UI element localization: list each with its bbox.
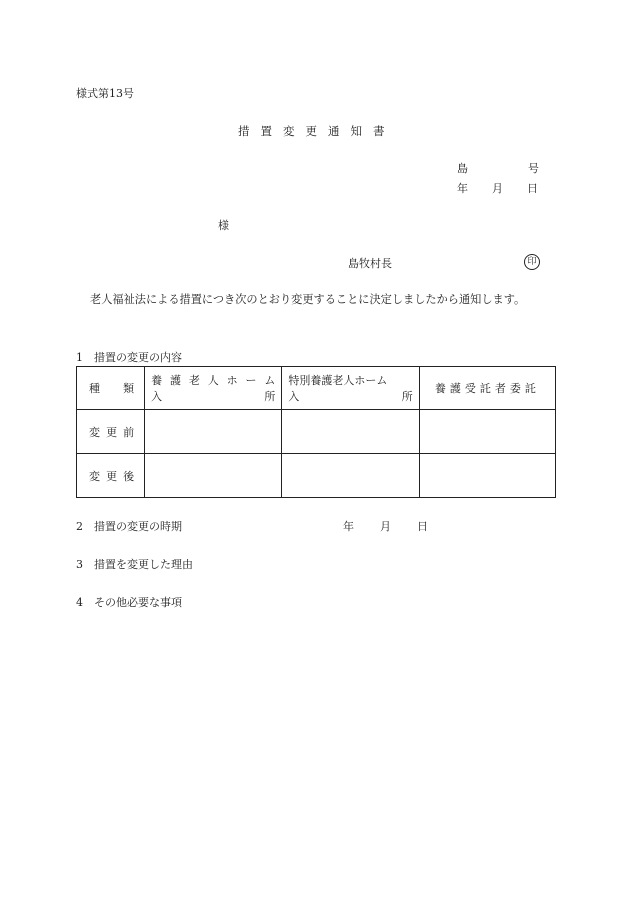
cell-after-special-nursing-home[interactable] [282,454,419,498]
header-special-nursing-home [282,367,419,410]
cell-before-special-nursing-home[interactable] [282,410,419,454]
date-day: 日 [417,520,428,533]
header-type [77,367,145,410]
header-char: ー [245,374,257,387]
seal-mark: 印 [524,254,540,270]
header-char: ホ [226,374,238,387]
reference-number-suffix: 号 [528,162,539,175]
row-label-char: 変 [89,425,100,439]
row-label-after [77,454,145,498]
header-type-char: 種 [89,382,100,395]
cell-before-nursing-home[interactable] [145,410,282,454]
change-details-table [76,366,556,498]
date-day: 日 [527,182,538,195]
header-nursing-home [145,367,282,410]
header-type-char: 類 [123,382,135,395]
date-month: 月 [492,182,503,195]
cell-after-nursing-home[interactable] [145,454,282,498]
header-char: ム [264,374,276,387]
notice-date [457,180,538,196]
date-year: 年 [343,520,354,533]
row-label-char: 後 [123,469,135,483]
header-text: 特別養護老人ホーム [288,374,388,387]
reference-number-prefix: 島 [457,162,468,175]
section-4-heading: 4 その他必要な事項 [76,596,182,609]
table-header-row [77,367,556,410]
document-title: 措置変更通知書 [238,124,396,138]
header-char: 養 [151,374,163,387]
section-1-heading: 1 措置の変更の内容 [76,351,182,364]
header-char: 所 [401,390,413,403]
header-char: 老 [188,374,200,387]
form-number: 様式第13号 [76,87,134,100]
section-3-heading: 3 措置を変更した理由 [76,558,193,571]
row-label-char: 更 [106,425,118,439]
cell-after-foster-care[interactable] [419,454,555,498]
table-row-before [77,410,556,454]
row-label-char: 前 [123,425,135,439]
sender-name: 島牧村長 [348,257,392,270]
header-char: 入 [151,390,163,403]
change-date [343,518,428,534]
row-label-char: 更 [106,469,118,483]
row-label-before [77,410,145,454]
date-month: 月 [380,520,391,533]
row-label-char: 変 [89,469,100,483]
header-char: 所 [264,390,276,403]
header-char: 入 [288,390,300,403]
date-year: 年 [457,182,468,195]
cell-before-foster-care[interactable] [419,410,555,454]
header-char: 人 [207,374,219,387]
header-foster-care-label: 養護受託者委託 [434,382,540,395]
header-char: 護 [170,374,182,387]
notice-body-text: 老人福祉法による措置につき次のとおり変更することに決定しましたから通知します。 [90,293,526,306]
section-2-heading: 2 措置の変更の時期 [76,520,182,533]
table-row-after [77,454,556,498]
header-foster-care [419,367,555,410]
addressee-honorific: 様 [218,219,229,232]
